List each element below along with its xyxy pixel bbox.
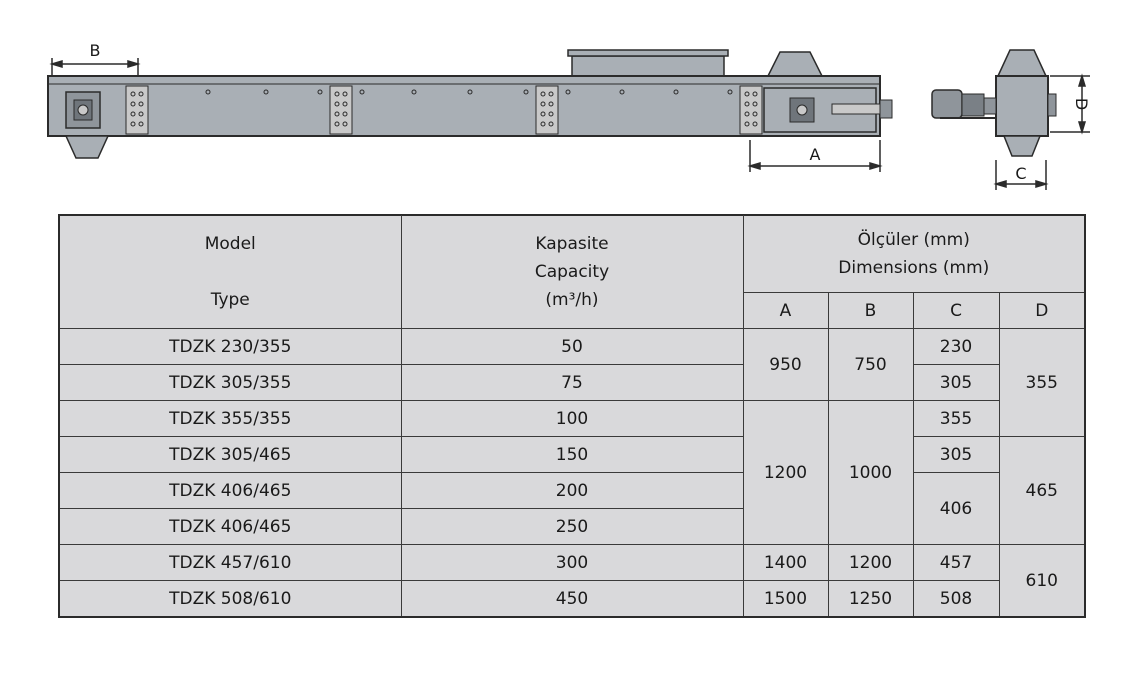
header-dims-line2: Dimensions (mm) [838, 258, 990, 278]
dim-d-cell: 465 [999, 437, 1085, 545]
model-cell: TDZK 230/355 [59, 329, 401, 365]
table-row [59, 365, 1085, 401]
header-dims-line1: Ölçüler (mm) [857, 230, 970, 250]
table-row [59, 473, 1085, 509]
side-view [932, 50, 1056, 156]
dim-a-cell: 1500 [743, 581, 828, 618]
table-row [59, 545, 1085, 581]
dim-a-cell: 1400 [743, 545, 828, 581]
dim-c-cell: 457 [913, 545, 999, 581]
capacity-cell: 200 [401, 473, 743, 509]
conveyor-technical-drawing [0, 0, 1140, 210]
header-model-line2: Type [210, 290, 250, 310]
header-col-d: D [999, 293, 1085, 329]
model-cell: TDZK 406/465 [59, 509, 401, 545]
capacity-cell: 450 [401, 581, 743, 618]
header-model-line1: Model [204, 234, 256, 254]
capacity-cell: 300 [401, 545, 743, 581]
spec-table [58, 214, 1086, 618]
table-row [59, 401, 1085, 437]
header-model [59, 215, 401, 329]
dim-c-cell: 305 [913, 365, 999, 401]
dim-c-cell: 355 [913, 401, 999, 437]
inlet-hopper [572, 56, 724, 76]
header-capacity-line1: Kapasite [535, 234, 609, 254]
capacity-cell: 50 [401, 329, 743, 365]
capacity-cell: 150 [401, 437, 743, 473]
capacity-cell: 100 [401, 401, 743, 437]
header-capacity-line2: Capacity [534, 262, 610, 282]
dim-b-cell: 1250 [828, 581, 913, 618]
dim-c-cell: 230 [913, 329, 999, 365]
model-cell: TDZK 355/355 [59, 401, 401, 437]
model-cell: TDZK 406/465 [59, 473, 401, 509]
dim-b-cell: 1200 [828, 545, 913, 581]
dim-c-cell: 305 [913, 437, 999, 473]
capacity-cell: 75 [401, 365, 743, 401]
dim-d-cell: 610 [999, 545, 1085, 618]
dim-b-cell: 1000 [828, 401, 913, 545]
dim-d-cell: 355 [999, 329, 1085, 437]
dimension-b [52, 58, 138, 76]
dim-a-cell: 1200 [743, 401, 828, 545]
dimension-a-label: A [809, 145, 821, 164]
model-cell: TDZK 457/610 [59, 545, 401, 581]
table-row [59, 329, 1085, 365]
drive-hood [768, 52, 822, 76]
header-col-b: B [828, 293, 913, 329]
capacity-cell: 250 [401, 509, 743, 545]
dimension-c-label: C [1015, 164, 1027, 183]
header-col-a: A [743, 293, 828, 329]
table-row [59, 581, 1085, 618]
header-capacity [401, 215, 743, 329]
dimension-d-label: D [1072, 97, 1091, 111]
model-cell: TDZK 305/465 [59, 437, 401, 473]
dimension-b-label: B [89, 41, 101, 60]
dim-a-cell: 950 [743, 329, 828, 401]
outlet-hopper [66, 136, 108, 158]
dim-c-cell: 406 [913, 473, 999, 545]
header-capacity-line3: (m³/h) [545, 290, 599, 310]
dim-c-cell: 508 [913, 581, 999, 618]
model-cell: TDZK 305/355 [59, 365, 401, 401]
header-dimensions [743, 215, 1085, 293]
dim-b-cell: 750 [828, 329, 913, 401]
table-row [59, 437, 1085, 473]
model-cell: TDZK 508/610 [59, 581, 401, 618]
header-col-c: C [913, 293, 999, 329]
